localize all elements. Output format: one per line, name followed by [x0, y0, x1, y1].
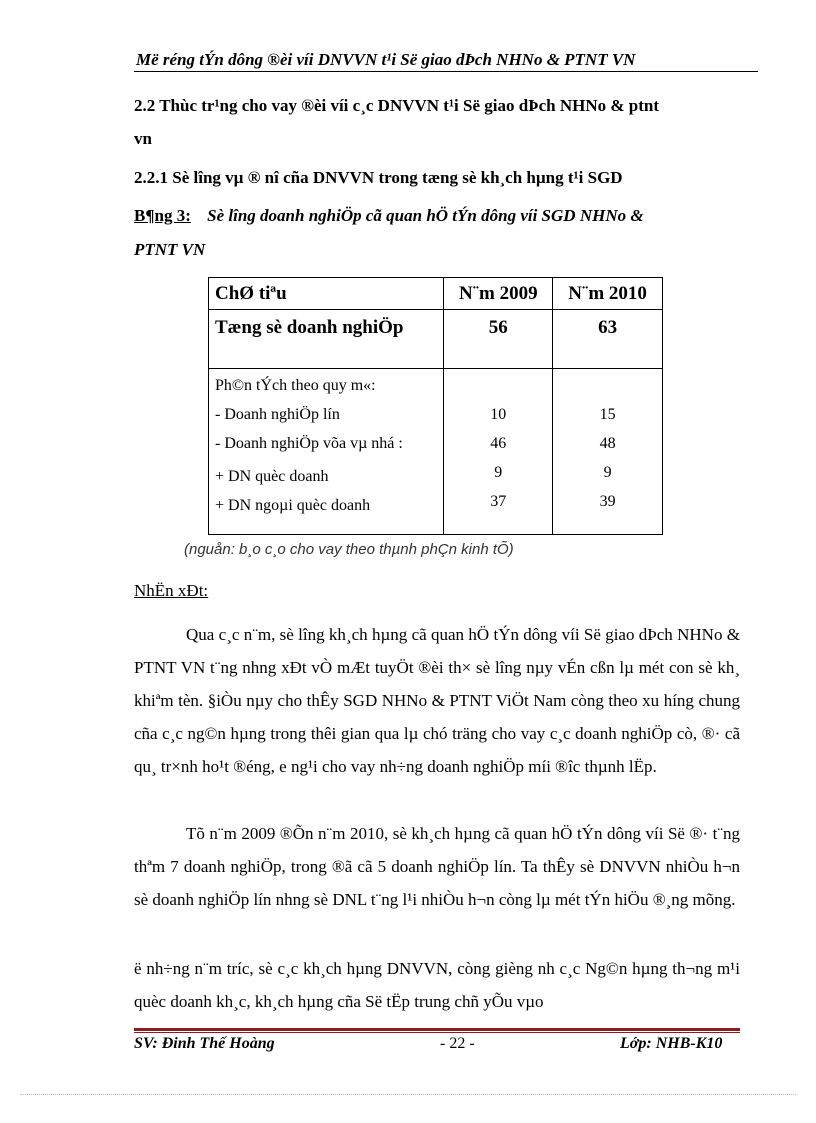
footer-rule-thin	[134, 1032, 740, 1033]
header-indicator: ChØ tiªu	[209, 278, 444, 310]
table-source-note: (nguån: b¸o c¸o cho vay theo thµnh phÇn kinh tÕ)	[184, 541, 514, 558]
section-heading-cont: vn	[134, 129, 152, 148]
value-2010-large: 15	[599, 406, 616, 423]
table-row-breakdown	[209, 369, 663, 535]
footer-page-number: - 22 -	[440, 1035, 475, 1052]
paragraph-2: Tõ n¨m 2009 ®Õn n¨m 2010, sè kh¸ch hµng cã quan hÖ tÝn dông víi Së ®· t¨ng thªm 7 doanh nghiÖp, trong ®ã cã 5 doanh nghiÖp lín. Ta thÊy sè DNVVN nhiÒu h¬n sè doanh nghiÖp lín nhng sè DNL t¨ng l¹i nhiÒu h¬n còng lµ mét tÝn hiÖu ®¸ng mõng.	[134, 824, 740, 909]
table-row-total	[209, 310, 663, 369]
page-bottom-rule	[20, 1094, 796, 1095]
breakdown-2010	[553, 369, 663, 535]
breakdown-state: + DN quèc doanh	[215, 468, 329, 485]
breakdown-sme: - Doanh nghiÖp võa vµ nhá :	[215, 435, 403, 452]
value-2009-state: 9	[494, 464, 503, 481]
value-2010-state: 9	[603, 464, 612, 481]
footer-student: SV: Đinh Thế Hoàng	[134, 1035, 275, 1052]
value-2009-sme: 46	[490, 435, 507, 452]
header-year-2010: N¨m 2010	[553, 278, 663, 310]
table-caption-text: Sè lîng doanh nghiÖp cã quan hÖ tÝn dông víi SGD NHNo &	[207, 206, 644, 225]
total-2009: 56	[444, 310, 553, 369]
table-caption	[134, 206, 644, 226]
footer-class: Lớp: NHB-K10	[620, 1035, 723, 1052]
section-heading: 2.2 Thùc tr¹ng cho vay ®èi víi c¸c DNVVN t¹i Së giao dÞch NHNo & ptnt	[134, 96, 660, 115]
total-2010: 63	[553, 310, 663, 369]
footer-rule-thick	[134, 1028, 740, 1031]
table-header-row	[209, 278, 663, 310]
breakdown-large: - Doanh nghiÖp lín	[215, 406, 340, 423]
enterprise-count-table	[208, 277, 663, 535]
value-2010-nonstate: 39	[599, 493, 616, 510]
value-2010-sme: 48	[599, 435, 616, 452]
table-caption-cont: PTNT VN	[134, 240, 206, 259]
breakdown-labels	[209, 369, 444, 535]
paragraph-3: ë nh÷ng n¨m tríc, sè c¸c kh¸ch hµng DNVVN, còng gièng nh c¸c Ng©n hµng th¬ng m¹i quèc doanh kh¸c, kh¸ch hµng cña Së tËp trung chñ yÕu vµo	[134, 959, 740, 1011]
header-rule	[134, 71, 758, 72]
total-label: Tæng sè doanh nghiÖp	[209, 310, 444, 369]
running-header: Më réng tÝn dông ®èi víi DNVVN t¹i Së giao dÞch NHNo & PTNT VN	[136, 50, 636, 69]
breakdown-nonstate: + DN ngoµi quèc doanh	[215, 497, 371, 514]
comment-label: NhËn xÐt:	[134, 581, 209, 600]
table-caption-label: B¶ng 3:	[134, 206, 191, 225]
value-2009-nonstate: 37	[490, 493, 507, 510]
subsection-heading: 2.2.1 Sè lîng vµ ® nî cña DNVVN trong tæng sè kh¸ch hµng t¹i SGD	[134, 168, 623, 187]
breakdown-2009	[444, 369, 553, 535]
header-year-2009: N¨m 2009	[444, 278, 553, 310]
paragraph-1: Qua c¸c n¨m, sè lîng kh¸ch hµng cã quan hÖ tÝn dông víi Së giao dÞch NHNo & PTNT VN t¨ng nhng xÐt vÒ mÆt tuyÖt ®èi th× sè lîng nµy vÉn cßn lµ mét con sè kh¸ khiªm tèn. §iÒu nµy cho thÊy SGD NHNo & PTNT ViÖt Nam còng theo xu híng chung cña c¸c ng©n hµng trong thêi gian qua lµ chó träng cho vay c¸c doanh nghiÖp cò, ®· cã qu¸ tr×nh ho¹t ®éng, e ng¹i cho vay nh÷ng doanh nghiÖp míi ®îc thµnh lËp.	[134, 625, 740, 776]
value-2009-large: 10	[490, 406, 507, 423]
breakdown-title: Ph©n tÝch theo quy m«:	[215, 377, 376, 394]
